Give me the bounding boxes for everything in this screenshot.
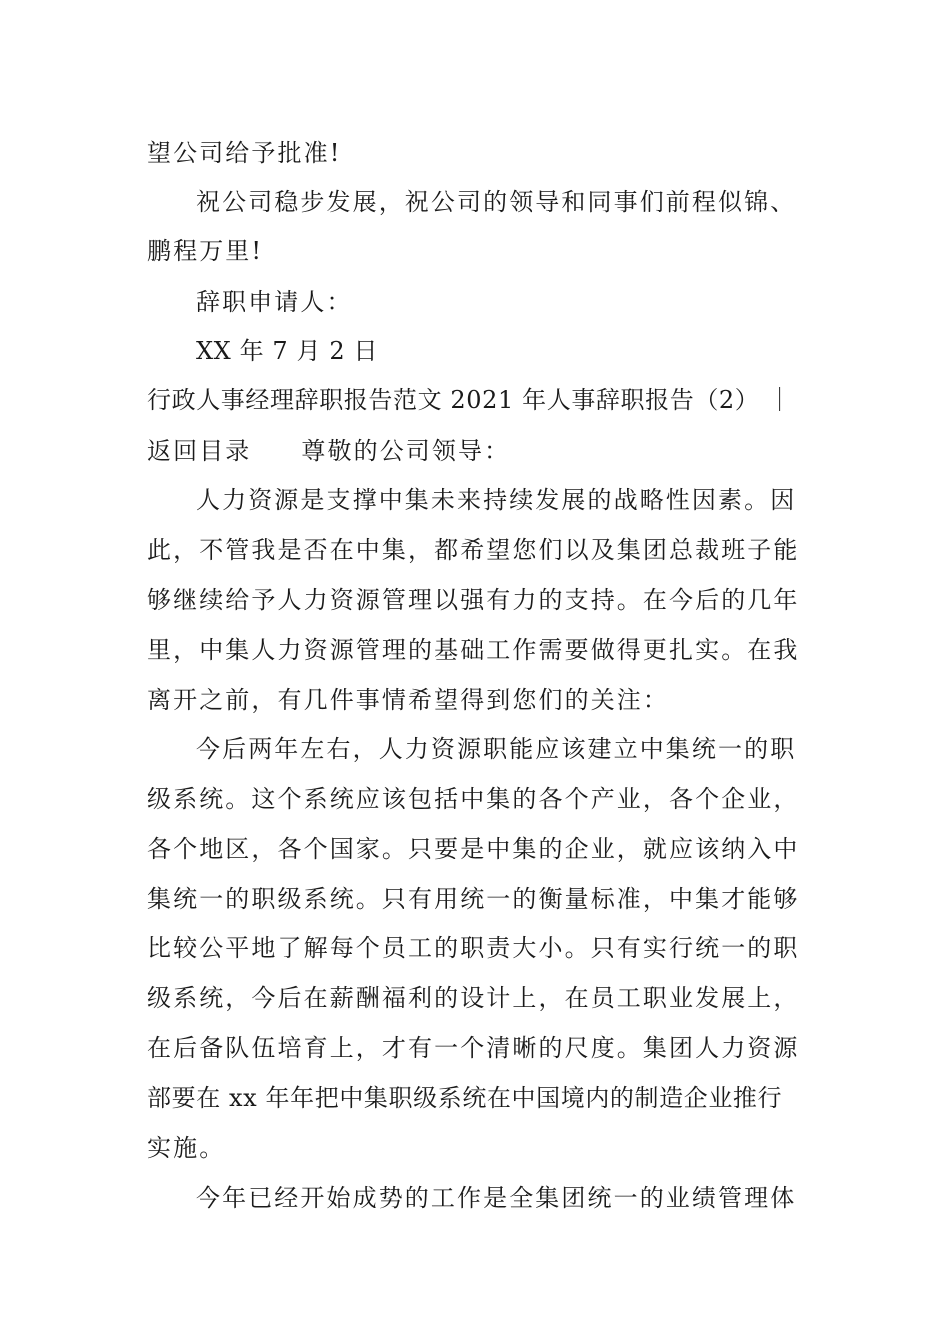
text-line: 比较公平地了解每个员工的职责大小。只有实行统一的职 [147,934,800,962]
text-line: 今后两年左右，人力资源职能应该建立中集统一的职 [196,735,797,763]
text-line: 部要在 xx 年年把中集职级系统在中国境内的制造企业推行 [147,1084,783,1112]
text-line: 集统一的职级系统。只有用统一的衡量标准，中集才能够 [147,885,800,913]
text-line: 今年已经开始成势的工作是全集团统一的业绩管理体 [196,1184,797,1212]
back-to-toc-link[interactable]: 返回目录 [147,437,252,465]
signature-label: 辞职申请人： [196,288,353,316]
text-line: 鹏程万里! [147,237,264,265]
text-line: 人力资源是支撑中集未来持续发展的战略性因素。因 [196,486,797,514]
text-line: 离开之前，有几件事情希望得到您们的关注： [147,686,669,714]
text-line: 此，不管我是否在中集，都希望您们以及集团总裁班子能 [147,536,800,564]
text-line: 各个地区，各个国家。只要是中集的企业，就应该纳入中 [147,835,800,863]
text-line: 够继续给予人力资源管理以强有力的支持。在今后的几年 [147,586,800,614]
section-title: 行政人事经理辞职报告范文 2021 年人事辞职报告（2） ｜ [147,386,793,414]
link-line [147,436,812,466]
date-line: XX 年 7 月 2 日 [196,337,379,365]
text-line: 望公司给予批准! [147,139,342,167]
text-line: 实施。 [147,1134,226,1162]
text-line: 在后备队伍培育上，才有一个清晰的尺度。集团人力资源 [147,1034,800,1062]
text-line: 祝公司稳步发展，祝公司的领导和同事们前程似锦、 [196,188,797,216]
text-line: 级系统。这个系统应该包括中集的各个产业，各个企业， [147,785,800,813]
text-line: 里，中集人力资源管理的基础工作需要做得更扎实。在我 [147,636,800,664]
salutation: 尊敬的公司领导： [301,437,511,465]
text-line: 级系统，今后在薪酬福利的设计上，在员工职业发展上， [147,984,800,1012]
